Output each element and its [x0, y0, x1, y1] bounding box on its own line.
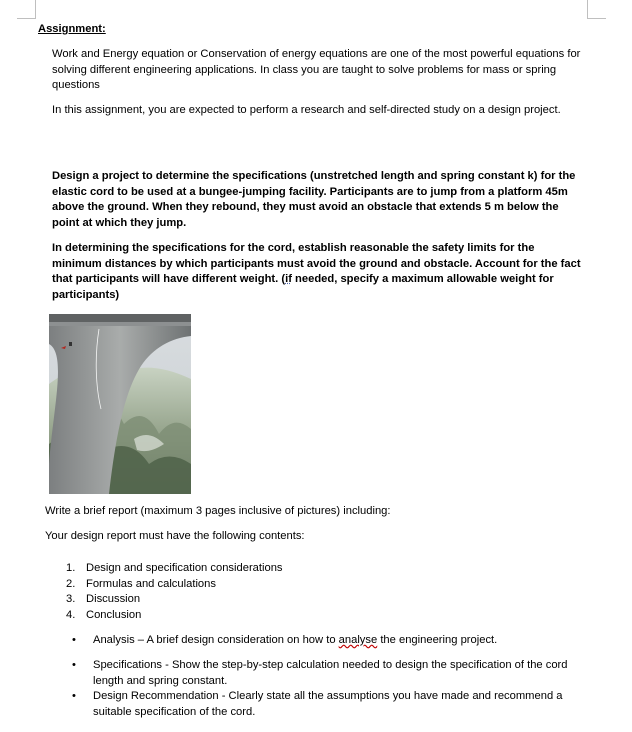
task-paragraph-2: [52, 241, 582, 303]
list-item: 4. Conclusion: [66, 608, 142, 621]
bullet-item-recommendation: • Design Recommendation - Clearly state all the assumptions you have made and recommend a suitable specification of the cord.: [72, 690, 563, 718]
bungee-bridge-photo: [49, 314, 191, 494]
list-item: 2. Formulas and calculations: [66, 577, 216, 590]
bullet-icon: •: [72, 659, 76, 671]
list-item: 1. Design and specification considerations: [66, 562, 283, 574]
grammar-flag-if: if: [285, 273, 292, 285]
requirements-bullet-list: [70, 633, 590, 720]
bullet-icon: •: [72, 634, 76, 646]
crop-mark-top-right: [587, 0, 606, 19]
intro-paragraph-2: In this assignment, you are expected to perform a research and self-directed study on a design project.: [52, 104, 561, 116]
brief-report-line: Write a brief report (maximum 3 pages inclusive of pictures) including:: [45, 505, 391, 517]
contents-intro-line: Your design report must have the following contents:: [45, 530, 305, 542]
task-paragraph-1: Design a project to determine the specifications (unstretched length and spring constant k) for the elastic cord to be used at a bungee-jumping facility. Participants are to jump from a platform 45m above the ground. When they rebound, they must avoid an obstacle that extends 5 m below the point at which they jump.: [52, 170, 576, 229]
task-paragraph-2-end: needed, specify a maximum allowable weight for participants): [52, 273, 554, 301]
spelling-flag-analyse: analyse: [338, 634, 378, 646]
assignment-heading: Assignment:: [38, 23, 106, 35]
contents-numbered-list: [66, 561, 283, 623]
bullet-item-analysis: • Analysis – A brief design consideration on how to analyse the engineering project.: [70, 633, 590, 649]
crop-mark-top-left: [17, 0, 36, 19]
bullet-item-specifications: • Specifications - Show the step-by-step calculation needed to design the specification of the cord length and spring constant.: [72, 659, 568, 687]
intro-paragraph-1: Work and Energy equation or Conservation of energy equations are one of the most powerful equations for solving different engineering applications. In class you are taught to solve problems for mass or spring questions: [52, 48, 581, 91]
bullet-icon: •: [72, 690, 76, 702]
list-item: 3. Discussion: [66, 593, 141, 605]
task-paragraph-2-start: In determining the specifications for the cord, establish reasonable the safety limits for the minimum distances by which participants must avoid the ground and obstacle. Account for the fact that participants will have different weight. (: [52, 242, 581, 285]
